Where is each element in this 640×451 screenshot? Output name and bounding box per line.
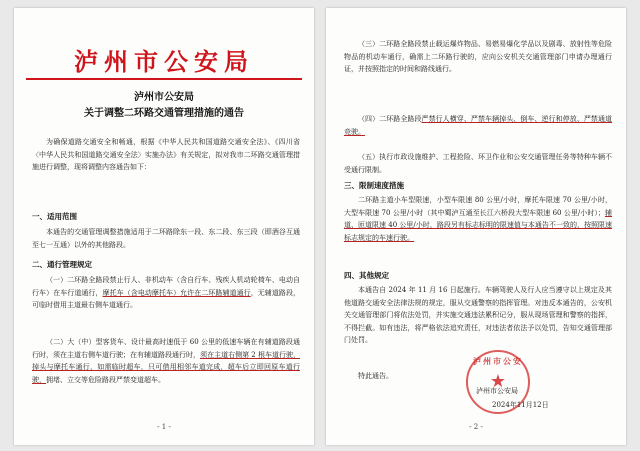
intro-paragraph: 为确保道路交通安全和畅通，根据《中华人民共和国道路交通安全法》、《四川省〈中华人民共和国道路交通安全法〉实施办法》有关规定，拟对我市二环路交通管理措施进行调整，现将调整内容通告如下： [32, 138, 300, 171]
signing-organization: 泸州市公安局 [476, 387, 518, 395]
seal-text: 泸州市公安 [473, 356, 523, 366]
section-1-heading: 一、适用范围 [32, 212, 77, 221]
item-4-highlight: 严禁行人横穿、严禁车辆掉头、倒车、逆行和停放、严禁通道竞驶。 [344, 115, 613, 136]
document-page-1 [14, 8, 314, 445]
speed-limit-text: 二环路主道小车型限速，小型车限速 80 公里/小时，摩托车限速 70 公里/小时，大型车限速 70 公里/小时（其中蜀泸互通至长江六桥段大型车限速 60 公里/小时）； [344, 196, 612, 217]
notice-title-line-1: 泸州市公安局 [134, 92, 194, 103]
item-3-paragraph: （三）二环路全路段禁止载运爆炸物品、易燃易爆化学品以及剧毒、放射性等危险物品的机动车通行，确需上二环路行驶的，应向公安机关交通管理部门申请办理通行证，并按照指定的时间和路线通行。 [344, 40, 612, 73]
item-4-paragraph [344, 113, 612, 138]
notice-title-line-2: 关于调整二环路交通管理措施的通告 [84, 108, 244, 119]
signing-date: 2024年11月12日 [492, 401, 549, 409]
item-5-paragraph: （五）执行市政设施维护、工程抢险、环卫作业和公安交通管理任务等特种车辆不受通行限制。 [344, 153, 612, 174]
closing-line: 特此通告。 [358, 372, 393, 380]
other-rules-text: 本通告自 2024 年 11 月 16 日起施行。车辆驾驶人及行人应当遵守以上规定及其他道路交通安全法律法规的规定，服从交通警察的指挥管理。 [344, 286, 612, 307]
item-1-tail: ，无辅道路段，可临时借用主道最右侧车道通行。 [32, 288, 301, 309]
speed-limit-highlight: 辅道、匝道限速 40 公里/小时，路段另有标志标明的限速值与本通告不一致的，按照限速标志规定的车速行驶。 [344, 208, 613, 242]
item-2-tail: 拥堵、立交等危险路段严禁变道超车。 [46, 375, 165, 384]
item-2-highlight: 须在主道右侧第 2 根车道行驶，掉头与摩托车通行，如需临时超车，只可借用相邻车道完成，超车后立即回原车道行驶， [32, 350, 301, 384]
other-rules-text-2: 对违反本通告的，公安机关交通管理部门将依法处罚，并实施交通违法累积记分，服从现场管理和警察的指挥，不得拦截。 [344, 298, 613, 332]
speed-limit-paragraph [344, 194, 612, 244]
section-2-heading: 二、通行管理规定 [32, 260, 92, 269]
other-rules-paragraph [344, 284, 612, 347]
page-number: - 1 - [157, 423, 171, 431]
item-2-text: （二）大（中）型客货车、设计最高时速低于 60 公里的低速车辆在有辅道路段通行时，须在主道右侧车道行驶；在有辅道路段通行时， [32, 338, 300, 359]
section-1-text: 本通告的交通管理调整措施适用于二环路除东一段、东二段、东三段（即酒谷互通至七一互通）以外的其他路段。 [32, 228, 300, 249]
item-4-text: （四）二环路全路段 [358, 115, 422, 123]
item-1-highlight: 摩托车（含电动摩托车）允许在二环路辅道通行 [102, 288, 251, 297]
item-1-text: （一）二环路全路段禁止行人、非机动车（含自行车、残疾人机动轮椅车、电动自行车）在车行道通行， [32, 276, 300, 297]
section-2-item-1 [32, 274, 300, 312]
other-rules-text-3: 如有违法，将严格依法追究责任，对违法者依法予以处罚，告知交通管理部门处罚。 [344, 323, 613, 344]
document-page-2 [326, 8, 626, 445]
section-3-heading: 三、限制速度措施 [344, 181, 404, 190]
red-header-rule [26, 78, 302, 80]
seal-star-icon: ★ [489, 371, 507, 392]
section-4-heading: 四、其他规定 [344, 271, 389, 280]
page-number: - 2 - [469, 423, 483, 431]
issuing-organization-header: 泸州市公安局 [74, 47, 254, 76]
section-2-item-2 [32, 336, 300, 386]
